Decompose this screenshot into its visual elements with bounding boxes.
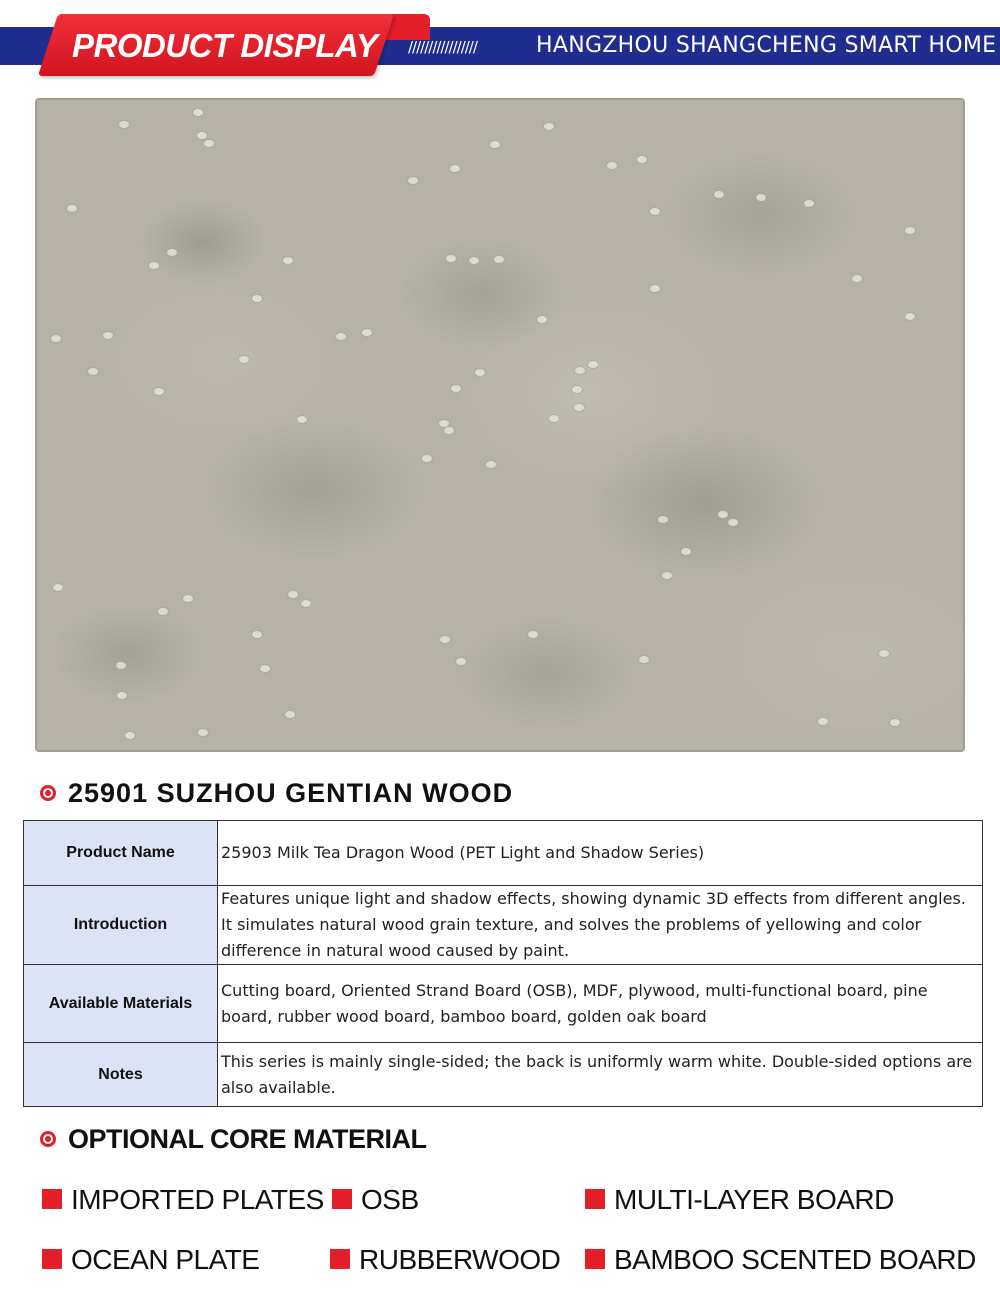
red-square-icon: [42, 1249, 62, 1269]
wood-grain-speck: [658, 516, 668, 523]
core-item-label: OCEAN PLATE: [71, 1244, 260, 1275]
table-row: [24, 1043, 983, 1107]
wood-grain-speck: [804, 200, 814, 207]
core-material-title: OPTIONAL CORE MATERIAL: [68, 1124, 427, 1154]
wood-grain-speck: [494, 256, 504, 263]
wood-grain-speck: [297, 416, 307, 423]
red-square-icon: [42, 1189, 62, 1209]
wood-grain-speck: [650, 285, 660, 292]
wood-grain-speck: [451, 385, 461, 392]
spec-value: This series is mainly single-sided; the back is uniformly warm white. Double-sided options are also available.: [218, 1043, 983, 1107]
wood-grain-speck: [125, 732, 135, 739]
wood-grain-speck: [475, 369, 485, 376]
wood-grain-speck: [444, 427, 454, 434]
table-row: [24, 965, 983, 1043]
wood-grain-speck: [728, 519, 738, 526]
product-texture-image: [35, 98, 965, 752]
product-heading: [40, 776, 513, 810]
wood-grain-speck: [158, 608, 168, 615]
wood-grain-speck: [336, 333, 346, 340]
spec-table: [23, 820, 983, 1107]
spec-label: Product Name: [24, 821, 218, 886]
wood-grain-speck: [119, 121, 129, 128]
core-item: [330, 1242, 560, 1278]
wood-grain-speck: [662, 572, 672, 579]
table-row: [24, 821, 983, 886]
wood-grain-speck: [239, 356, 249, 363]
core-material-heading: [40, 1122, 427, 1156]
product-title: 25901 SUZHOU GENTIAN WOOD: [68, 778, 514, 808]
core-item-label: BAMBOO SCENTED BOARD: [614, 1244, 976, 1275]
core-item: [42, 1242, 259, 1278]
wood-grain-speck: [490, 141, 500, 148]
wood-grain-speck: [116, 662, 126, 669]
header-banner: [0, 0, 1000, 80]
spec-label: Notes: [24, 1043, 218, 1107]
core-item: [585, 1242, 976, 1278]
core-item: [585, 1182, 894, 1218]
wood-grain-speck: [818, 718, 828, 725]
wood-grain-speck: [639, 656, 649, 663]
red-square-icon: [330, 1249, 350, 1269]
wood-grain-speck: [408, 177, 418, 184]
wood-grain-speck: [446, 255, 456, 262]
wood-grain-speck: [756, 194, 766, 201]
wood-grain-speck: [117, 692, 127, 699]
core-item: [42, 1182, 324, 1218]
wood-grain-speck: [149, 262, 159, 269]
wood-grain-speck: [285, 711, 295, 718]
wood-grain-speck: [283, 257, 293, 264]
wood-grain-speck: [252, 295, 262, 302]
wood-grain-speck: [549, 415, 559, 422]
table-row: [24, 886, 983, 965]
wood-grain-speck: [607, 162, 617, 169]
wood-grain-speck: [852, 275, 862, 282]
wood-grain-speck: [905, 227, 915, 234]
wood-grain-speck: [486, 461, 496, 468]
wood-grain-speck: [879, 650, 889, 657]
wood-grain-speck: [301, 600, 311, 607]
red-square-icon: [332, 1189, 352, 1209]
company-name: HANGZHOU SHANGCHENG SMART HOME: [536, 33, 997, 58]
wood-grain-speck: [905, 313, 915, 320]
spec-label: Available Materials: [24, 965, 218, 1043]
wood-grain-speck: [198, 729, 208, 736]
wood-grain-speck: [103, 332, 113, 339]
bullseye-icon: [40, 785, 56, 801]
wood-grain-speck: [681, 548, 691, 555]
wood-grain-speck: [362, 329, 372, 336]
wood-grain-speck: [572, 386, 582, 393]
wood-grain-speck: [714, 191, 724, 198]
wood-grain-speck: [197, 132, 207, 139]
wood-grain-speck: [204, 140, 214, 147]
spec-value: 25903 Milk Tea Dragon Wood (PET Light and Shadow Series): [218, 821, 983, 886]
core-item-label: IMPORTED PLATES: [71, 1184, 324, 1215]
wood-grain-speck: [167, 249, 177, 256]
wood-grain-speck: [528, 631, 538, 638]
bullseye-icon: [40, 1131, 56, 1147]
wood-grain-speck: [469, 257, 479, 264]
spec-label: Introduction: [24, 886, 218, 965]
wood-grain-speck: [252, 631, 262, 638]
wood-grain-speck: [718, 511, 728, 518]
spec-value: Features unique light and shadow effects, showing dynamic 3D effects from different angles. It simulates natural wood grain texture, and solves the problems of yellowing and color difference in natural wood caused by paint.: [218, 886, 983, 965]
wood-grain-speck: [574, 404, 584, 411]
wood-grain-speck: [637, 156, 647, 163]
wood-grain-speck: [588, 361, 598, 368]
wood-grain-speck: [154, 388, 164, 395]
wood-grain-speck: [537, 316, 547, 323]
wood-grain-speck: [450, 165, 460, 172]
wood-grain-speck: [288, 591, 298, 598]
wood-grain-speck: [88, 368, 98, 375]
wood-grain-speck: [53, 584, 63, 591]
wood-grain-speck: [51, 335, 61, 342]
wood-grain-speck: [440, 636, 450, 643]
spec-value: Cutting board, Oriented Strand Board (OSB), MDF, plywood, multi-functional board, pine board, rubber wood board, bamboo board, golden oak board: [218, 965, 983, 1043]
wood-grain-speck: [544, 123, 554, 130]
wood-grain-speck: [193, 109, 203, 116]
red-square-icon: [585, 1249, 605, 1269]
wood-grain-speck: [650, 208, 660, 215]
wood-grain-speck: [422, 455, 432, 462]
wood-grain-speck: [67, 205, 77, 212]
header-slash-decoration: /////////////////: [408, 38, 477, 56]
wood-grain-speck: [890, 719, 900, 726]
core-item-label: RUBBERWOOD: [359, 1244, 561, 1275]
wood-grain-speck: [260, 665, 270, 672]
wood-grain-speck: [456, 658, 466, 665]
red-square-icon: [585, 1189, 605, 1209]
core-item-label: OSB: [361, 1184, 419, 1215]
page-title: PRODUCT DISPLAY: [72, 27, 378, 64]
wood-grain-speck: [575, 367, 585, 374]
core-item-label: MULTI-LAYER BOARD: [614, 1184, 894, 1215]
wood-grain-speck: [183, 595, 193, 602]
core-item: [332, 1182, 419, 1218]
